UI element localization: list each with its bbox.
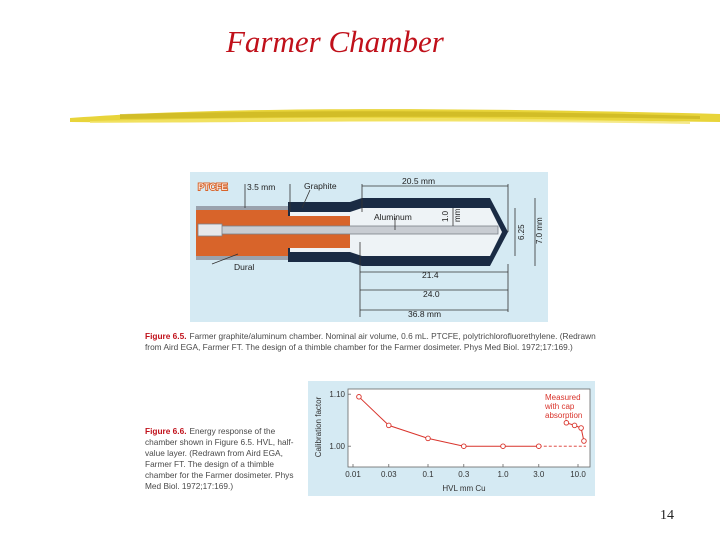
central-electrode xyxy=(200,226,498,234)
figure-6-6-caption-text: Energy response of the chamber shown in Figure 6.5. HVL, half-value layer. (Redrawn from Aird EGA, Farmer FT. The design of a thimble chamber for the Farmer dosimeter. Phys Med Biol. 1972;17:169.) xyxy=(145,426,294,491)
slide-title: Farmer Chamber xyxy=(226,24,444,59)
data-point xyxy=(461,444,466,449)
y-axis-label: Calibration factor xyxy=(314,396,323,458)
label-dural: Dural xyxy=(234,262,255,272)
x-axis-label: HVL mm Cu xyxy=(442,484,486,493)
label-36-8mm: 36.8 mm xyxy=(408,309,442,319)
data-point xyxy=(536,444,541,449)
x-tick-label: 0.3 xyxy=(458,470,470,479)
label-6-25: 6.25 xyxy=(517,224,526,240)
x-tick-label: 0.03 xyxy=(380,470,397,479)
data-point xyxy=(572,423,577,428)
x-tick-label: 1.0 xyxy=(497,470,509,479)
label-aluminum: Aluminum xyxy=(374,212,412,222)
label-ptcfe: PTCFE xyxy=(198,182,228,192)
chamber-diagram xyxy=(190,172,548,322)
figure-6-6-caption xyxy=(145,426,300,492)
x-tick-label: 0.1 xyxy=(422,470,434,479)
figure-6-5-caption-text: Farmer graphite/aluminum chamber. Nominal air volume, 0.6 mL. PTCFE, polytrichlorofluorethylene. (Redrawn from Aird EGA, Farmer FT. The design of a thimble chamber for the Farmer dosimeter. Phys Med Biol. 1972;17:169.) xyxy=(145,331,596,352)
label-20-5mm: 20.5 mm xyxy=(402,176,436,186)
annotation-line-1: Measured xyxy=(545,393,581,402)
figure-6-5-label: Figure 6.5. xyxy=(145,331,187,341)
data-point xyxy=(579,426,584,431)
data-point xyxy=(426,436,431,441)
data-point xyxy=(357,395,362,400)
figure-6-6-label: Figure 6.6. xyxy=(145,426,187,436)
figure-6-5-caption xyxy=(145,331,600,353)
label-3-5mm: 3.5 mm xyxy=(247,182,276,192)
calibration-chart xyxy=(308,381,595,496)
annotation-line-2: with cap xyxy=(545,402,575,411)
annotation-line-3: absorption xyxy=(545,411,583,420)
data-point xyxy=(501,444,506,449)
label-21-4: 21.4 xyxy=(422,270,439,280)
x-tick-label: 0.01 xyxy=(345,470,361,479)
label-1-0-mm: mm xyxy=(453,208,462,222)
data-point xyxy=(386,423,391,428)
label-7-0mm: 7.0 mm xyxy=(535,217,544,244)
y-tick-label: 1.00 xyxy=(329,442,345,452)
y-tick-label: 1.10 xyxy=(329,390,345,400)
page-number: 14 xyxy=(660,508,674,523)
data-point xyxy=(582,439,587,444)
x-tick-label: 3.0 xyxy=(533,470,545,479)
label-graphite: Graphite xyxy=(304,181,337,191)
label-24-0: 24.0 xyxy=(423,289,440,299)
x-tick-label: 10.0 xyxy=(570,470,586,479)
label-1-0: 1.0 xyxy=(441,210,450,222)
yellow-brush-divider xyxy=(0,100,720,132)
data-point xyxy=(564,421,569,426)
electrode-tip xyxy=(198,224,222,236)
